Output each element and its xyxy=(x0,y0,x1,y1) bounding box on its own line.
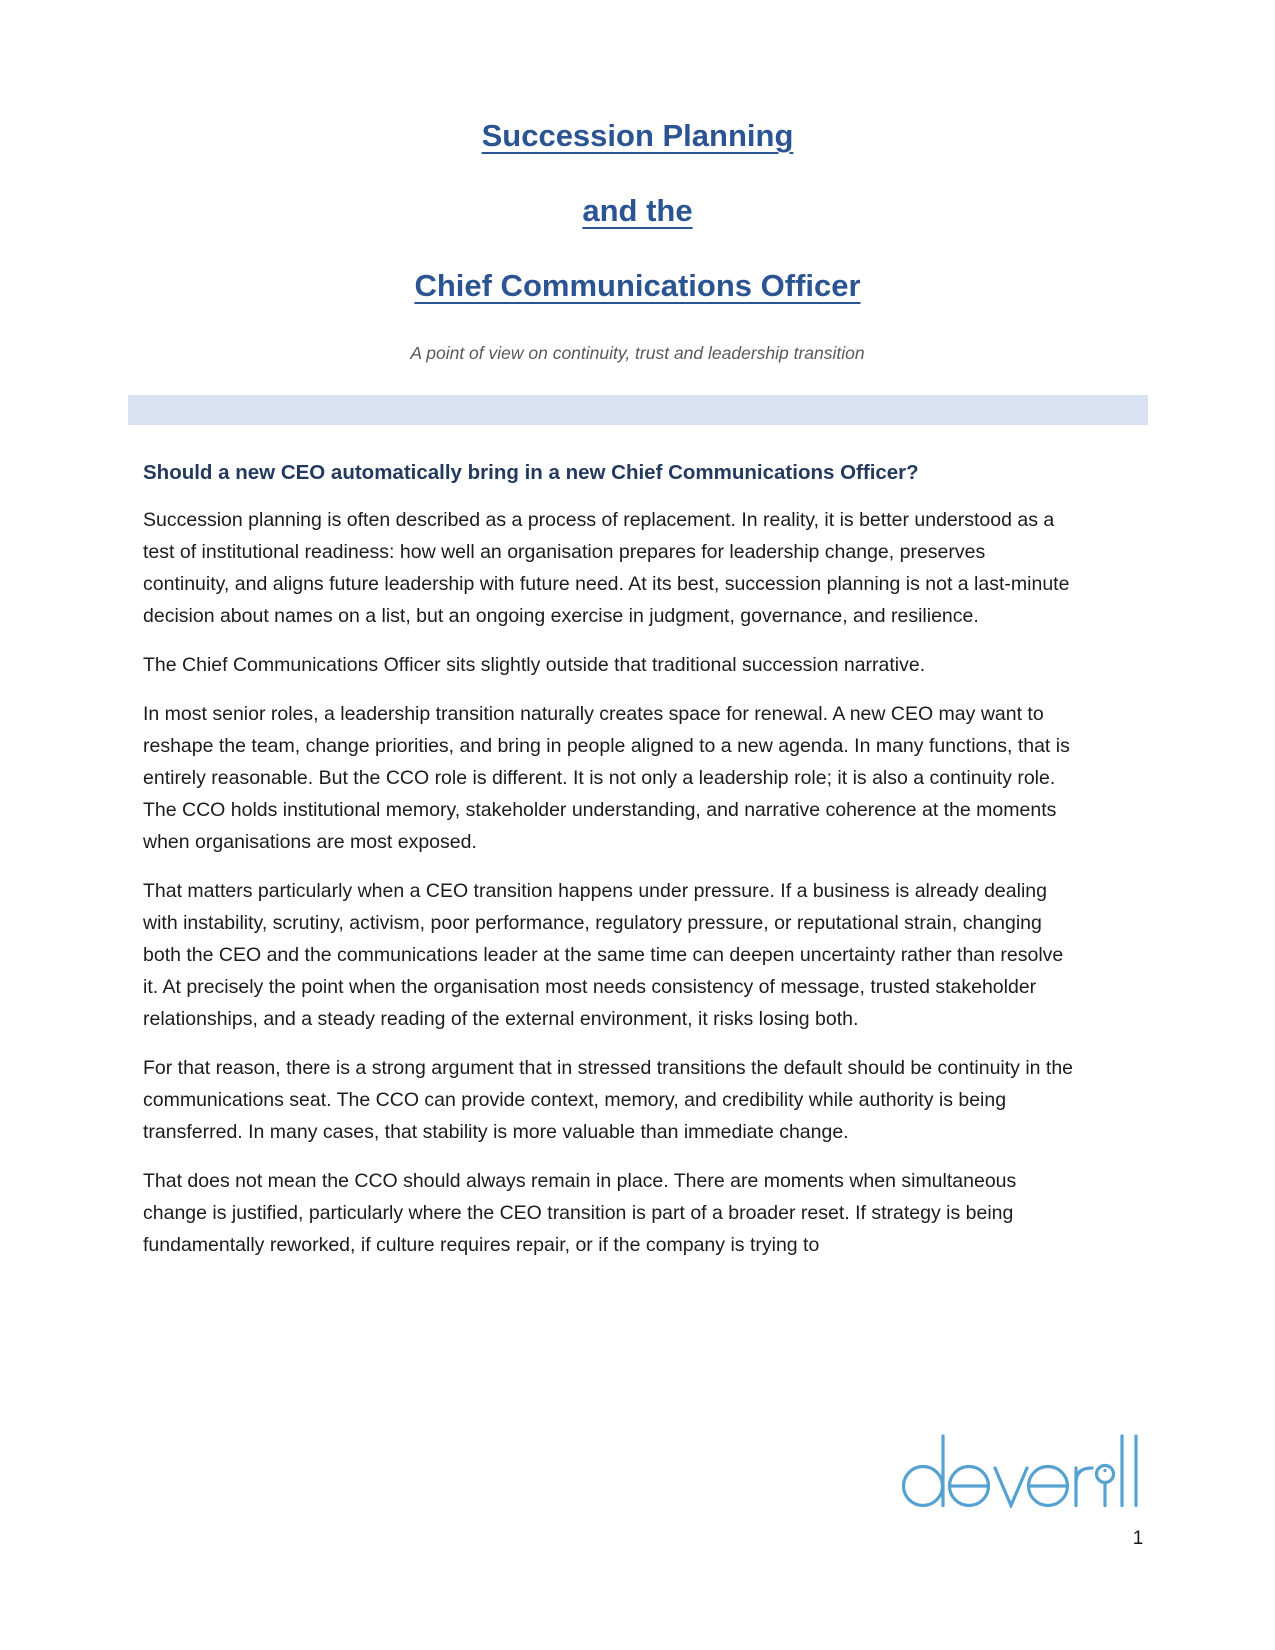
page-number: 1 xyxy=(1132,1528,1144,1549)
body-paragraph-6: That does not mean the CCO should always remain in place. There are moments when simultaneous change is justified, particularly where the CEO transition is part of a broader reset. If strategy is being fundamentally reworked, if culture requires repair, or if the company is trying to xyxy=(143,1170,1017,1256)
body-paragraph-2: The Chief Communications Officer sits slightly outside that traditional succession narrative. xyxy=(143,654,926,676)
document-subtitle: A point of view on continuity, trust and leadership transition xyxy=(410,343,865,363)
deverill-logo-icon xyxy=(902,1434,1148,1508)
body-paragraph-3: In most senior roles, a leadership transition naturally creates space for renewal. A new CEO may want to reshape the team, change priorities, and bring in people aligned to a new agenda. In many functions, that is entirely reasonable. But the CCO role is different. It is not only a leadership role; it is also a continuity role. The CCO holds institutional memory, stakeholder understanding, and narrative coherence at the moments when organisations are most exposed. xyxy=(143,703,1070,853)
title-block xyxy=(0,0,1275,365)
document-title-line-2: and the xyxy=(582,193,693,228)
body-paragraph-4: That matters particularly when a CEO transition happens under pressure. If a business is already dealing with instability, scrutiny, activism, poor performance, regulatory pressure, or reputational strain, changing both the CEO and the communications leader at the same time can deepen uncertainty rather than resolve it. At precisely the point when the organisation most needs consistency of message, trusted stakeholder relationships, and a steady reading of the external environment, it risks losing both. xyxy=(143,880,1064,1030)
document-title-line-3: Chief Communications Officer xyxy=(414,268,861,303)
deverill-logo xyxy=(902,1434,1148,1508)
divider-banner-bar xyxy=(128,395,1148,425)
document-title-line-1: Succession Planning xyxy=(481,118,794,153)
body-content xyxy=(143,459,1075,1261)
body-paragraph-1: Succession planning is often described as a process of replacement. In reality, it is better understood as a test of institutional readiness: how well an organisation prepares for leadership change, preserves continuity, and aligns future leadership with future need. At its best, succession planning is not a last-minute decision about names on a list, but an ongoing exercise in judgment, governance, and resilience. xyxy=(143,509,1070,627)
body-paragraph-5: For that reason, there is a strong argument that in stressed transitions the default should be continuity in the communications seat. The CCO can provide context, memory, and credibility while authority is being transferred. In many cases, that stability is more valuable than immediate change. xyxy=(143,1057,1074,1143)
section-heading: Should a new CEO automatically bring in a new Chief Communications Officer? xyxy=(143,461,919,484)
